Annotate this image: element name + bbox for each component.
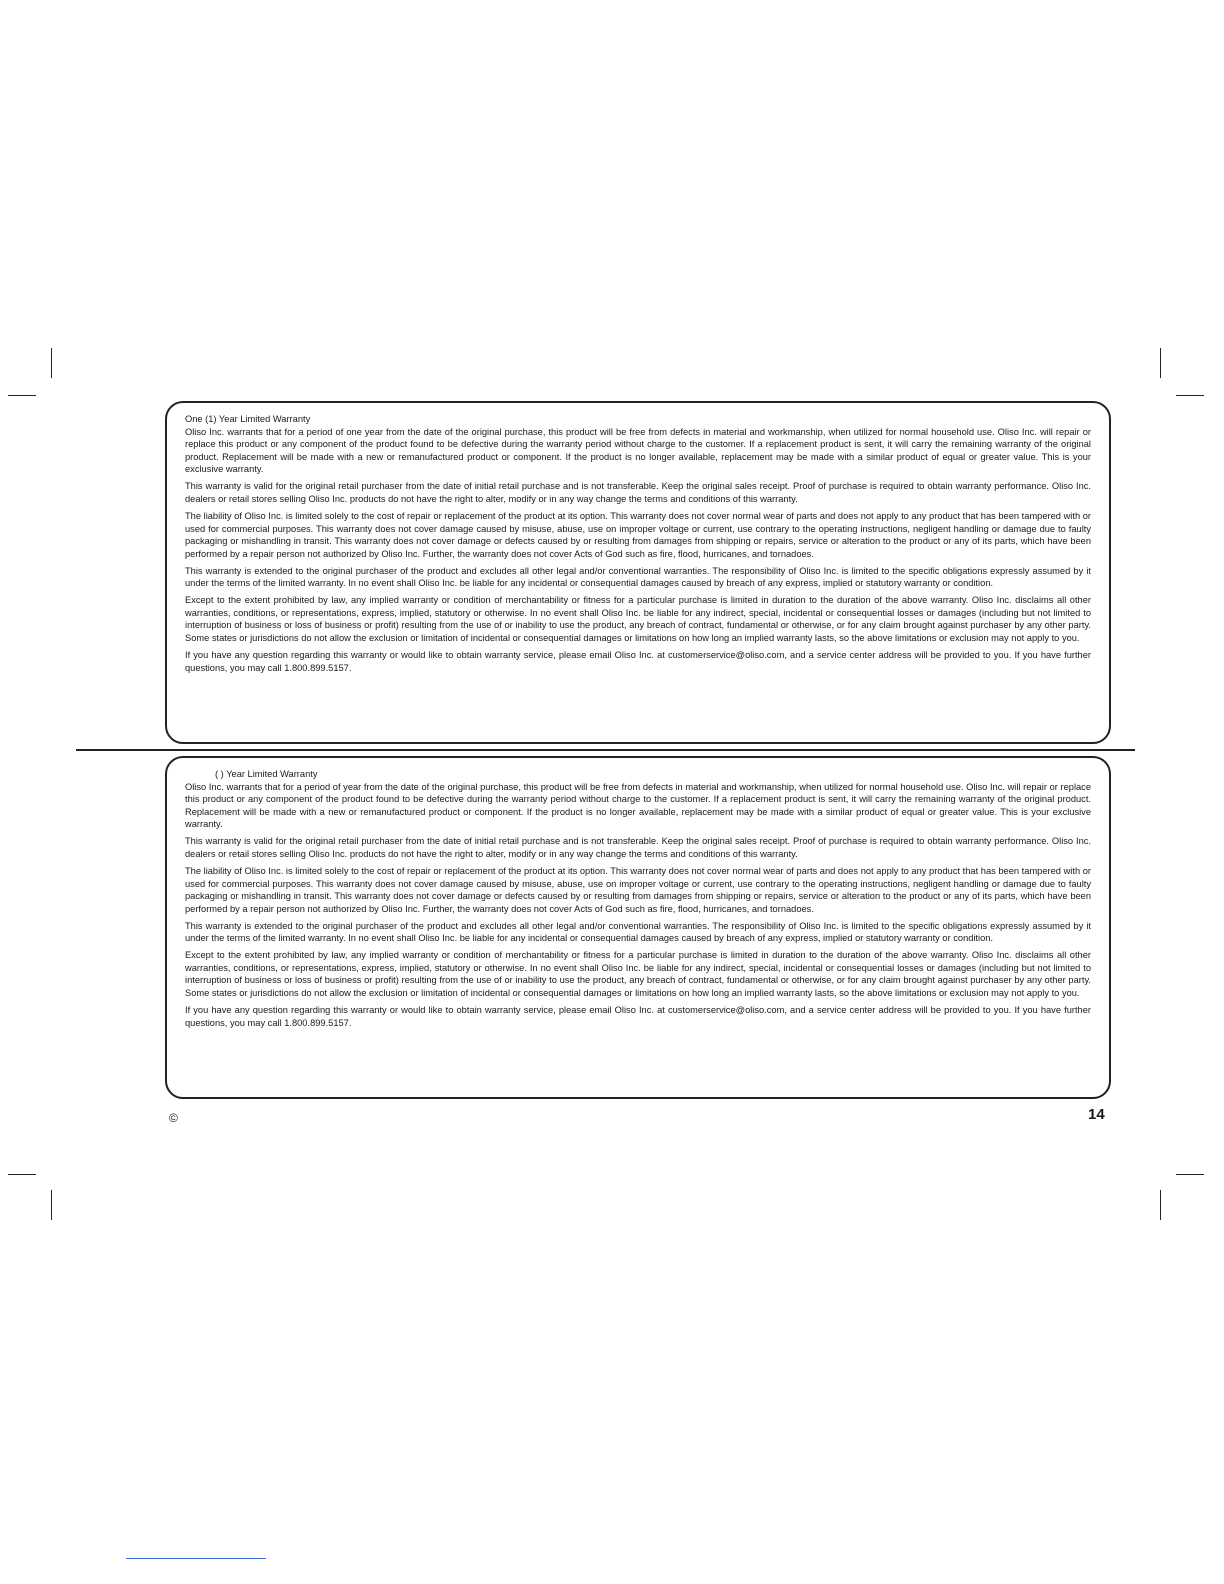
page-number: 14	[1088, 1106, 1105, 1123]
warranty-box-one-year	[165, 401, 1111, 744]
crop-mark	[1160, 1190, 1161, 1220]
footer-link-underline	[126, 1558, 266, 1559]
warranty-paragraph: This warranty is extended to the original purchaser of the product and excludes all other legal and/or conventional warranties. The responsibility of Oliso Inc. is limited to the specific obligations expressly assumed by it under the terms of the limited warranty. In no event shall Oliso Inc. be liable for any incidental or consequential damages caused by breach of any express, implied or statutory warranty or condition.	[185, 920, 1091, 944]
warranty-paragraph: If you have any question regarding this warranty or would like to obtain warranty service, please email Oliso Inc. at customerservice@oliso.com, and a service center address will be provided to you. If you have further questions, you may call 1.800.899.5157.	[185, 650, 1091, 673]
crop-mark	[8, 395, 36, 396]
warranty-paragraph: If you have any question regarding this warranty or would like to obtain warranty service, please email Oliso Inc. at customerservice@oliso.com, and a service center address will be provided to you. If you have further questions, you may call 1.800.899.5157.	[185, 1005, 1091, 1028]
crop-mark	[51, 1190, 52, 1220]
warranty-paragraph: Oliso Inc. warrants that for a period of one year from the date of the original purchase, this product will be free from defects in material and workmanship, when utilized for normal household use. Oliso Inc. will repair or replace this product or any component of the product found to be defective during the warranty period without charge to the customer. If a replacement product is sent, it will carry the remaining warranty of the original product. Replacement will be made with a new or remanufactured product or component. If the product is no longer available, replacement may be made with a similar product of equal or greater value. This is your exclusive warranty.	[185, 426, 1091, 475]
warranty-paragraph: This warranty is extended to the original purchaser of the product and excludes all other legal and/or conventional warranties. The responsibility of Oliso Inc. is limited to the specific obligations expressly assumed by it under the terms of the limited warranty. In no event shall Oliso Inc. be liable for any incidental or consequential damages caused by breach of any express, implied or statutory warranty or condition.	[185, 565, 1091, 589]
fold-divider	[76, 749, 1135, 751]
warranty-title: ( ) Year Limited Warranty	[215, 769, 318, 779]
crop-mark	[51, 348, 52, 378]
crop-mark	[1176, 1174, 1204, 1175]
warranty-paragraph: This warranty is valid for the original retail purchaser from the date of initial retail purchase and is not transferable. Keep the original sales receipt. Proof of purchase is required to obtain warranty performance. Oliso Inc. dealers or retail stores selling Oliso Inc. products do not have the right to alter, modify or in any way change the terms and conditions of this warranty.	[185, 836, 1091, 859]
warranty-title: One (1) Year Limited Warranty	[185, 414, 311, 424]
warranty-paragraph: Except to the extent prohibited by law, any implied warranty or condition of merchantability or fitness for a particular purchase is limited in duration to the duration of the above warranty. Oliso Inc. disclaims all other warranties, conditions, or representations, express, implied, statutory or otherwise. In no event shall Oliso Inc. be liable for any indirect, special, incidental or consequential losses or damages (including but not limited to interruption of business or loss of business or profit) resulting from the use of or inability to use the product, any breach of contract, fundamental or otherwise, or for any claim brought against purchaser by any other party. Some states or jurisdictions do not allow the exclusion or limitation of incidental or consequential damages or limitations on how long an implied warranty lasts, so the above limitations or exclusion may not apply to you.	[185, 595, 1091, 644]
warranty-box-blank-year	[165, 756, 1111, 1099]
crop-mark	[8, 1174, 36, 1175]
copyright-symbol: ©	[169, 1111, 178, 1125]
warranty-paragraph: This warranty is valid for the original retail purchaser from the date of initial retail purchase and is not transferable. Keep the original sales receipt. Proof of purchase is required to obtain warranty performance. Oliso Inc. dealers or retail stores selling Oliso Inc. products do not have the right to alter, modify or in any way change the terms and conditions of this warranty.	[185, 481, 1091, 504]
warranty-paragraph: Except to the extent prohibited by law, any implied warranty or condition of merchantability or fitness for a particular purchase is limited in duration to the duration of the above warranty. Oliso Inc. disclaims all other warranties, conditions, or representations, express, implied, statutory or otherwise. In no event shall Oliso Inc. be liable for any indirect, special, incidental or consequential losses or damages (including but not limited to interruption of business or loss of business or profit) resulting from the use of or inability to use the product, any breach of contract, fundamental or otherwise, or for any claim brought against purchaser by any other party. Some states or jurisdictions do not allow the exclusion or limitation of incidental or consequential damages or limitations on how long an implied warranty lasts, so the above limitations or exclusion may not apply to you.	[185, 950, 1091, 999]
crop-mark	[1176, 395, 1204, 396]
crop-mark	[1160, 348, 1161, 378]
warranty-paragraph: The liability of Oliso Inc. is limited solely to the cost of repair or replacement of the product at its option. This warranty does not cover normal wear of parts and does not apply to any product that has been tampered with or used for commercial purposes. This warranty does not cover damage caused by misuse, abuse, use on improper voltage or current, use contrary to the operating instructions, negligent handling or damage due to faulty packaging or mishandling in transit. This warranty does not cover damage or defects caused by or resulting from damages from shipping or repairs, service or alteration to the product or any of its parts, which have been performed by a repair person not authorized by Oliso Inc. Further, the warranty does not cover Acts of God such as fire, flood, hurricanes, and tornadoes.	[185, 510, 1091, 559]
warranty-paragraph: Oliso Inc. warrants that for a period of year from the date of the original purchase, this product will be free from defects in material and workmanship, when utilized for normal household use. Oliso Inc. will repair or replace this product or any component of the product found to be defective during the warranty period without charge to the customer. If a replacement product is sent, it will carry the remaining warranty of the original product. Replacement will be made with a new or remanufactured product or component. If the product is no longer available, replacement may be made with a similar product of equal or greater value. This is your exclusive warranty.	[185, 781, 1091, 830]
warranty-paragraph: The liability of Oliso Inc. is limited solely to the cost of repair or replacement of the product at its option. This warranty does not cover normal wear of parts and does not apply to any product that has been tampered with or used for commercial purposes. This warranty does not cover damage caused by misuse, abuse, use on improper voltage or current, use contrary to the operating instructions, negligent handling or damage due to faulty packaging or mishandling in transit. This warranty does not cover damage or defects caused by or resulting from damages from shipping or repairs, service or alteration to the product or any of its parts, which have been performed by a repair person not authorized by Oliso Inc. Further, the warranty does not cover Acts of God such as fire, flood, hurricanes, and tornadoes.	[185, 865, 1091, 914]
